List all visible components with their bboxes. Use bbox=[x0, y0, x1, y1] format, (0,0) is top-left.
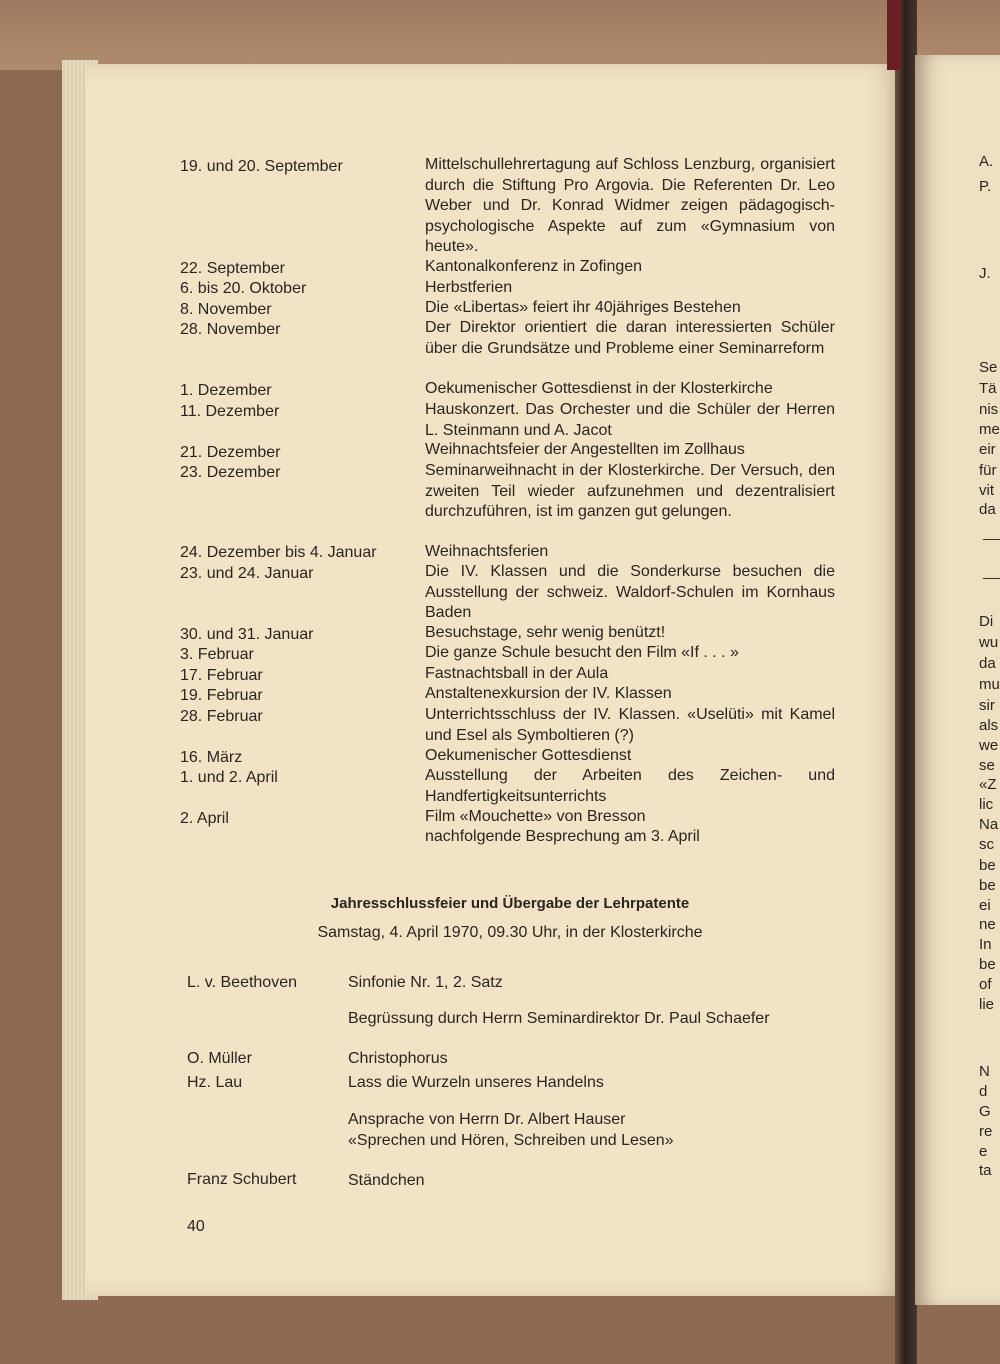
program-composer: L. v. Beethoven bbox=[187, 974, 297, 991]
program-item: Ständchen bbox=[348, 1172, 425, 1189]
adjacent-fragment: A. bbox=[979, 153, 994, 170]
adjacent-fragment: ei bbox=[979, 897, 991, 914]
schedule-desc: Seminarweihnacht in der Klosterkirche. Der Versuch, den zweiten Teil wieder aufzunehmen und dezentralisiert durchzuführen, ist im ganzen gut gelungen. bbox=[425, 462, 835, 520]
schedule-desc: Kantonalkonferenz in Zofingen bbox=[425, 258, 643, 275]
program-item: Christophorus bbox=[348, 1050, 448, 1067]
schedule-desc: Fastnachtsball in der Aula bbox=[425, 665, 609, 682]
adjacent-fragment: Se bbox=[979, 359, 998, 376]
program-item: «Sprechen und Hören, Schreiben und Lesen» bbox=[348, 1132, 674, 1149]
adjacent-fragment: me bbox=[979, 421, 1000, 438]
program-item: Begrüssung durch Herrn Seminardirektor Dr. Paul Schaefer bbox=[348, 1010, 770, 1027]
adjacent-fragment: d bbox=[979, 1083, 988, 1100]
adjacent-fragment: be bbox=[979, 857, 996, 874]
schedule-desc: Weihnachtsfeier der Angestellten im Zollhaus bbox=[425, 441, 745, 458]
adjacent-fragment: für bbox=[979, 462, 997, 479]
ceremony-subtitle: Samstag, 4. April 1970, 09.30 Uhr, in der Klosterkirche bbox=[317, 924, 703, 941]
adjacent-fragment: G bbox=[979, 1103, 991, 1120]
page-number: 40 bbox=[187, 1218, 205, 1235]
program-item: Sinfonie Nr. 1, 2. Satz bbox=[348, 974, 503, 991]
adjacent-fragment: Na bbox=[979, 816, 999, 833]
adjacent-fragment: J. bbox=[979, 265, 991, 282]
schedule-date: 6. bis 20. Oktober bbox=[180, 280, 307, 297]
schedule-date: 19. Februar bbox=[180, 687, 263, 704]
adjacent-fragment: re bbox=[979, 1123, 993, 1140]
background-top bbox=[0, 0, 1000, 70]
adjacent-fragment: lie bbox=[979, 996, 995, 1013]
ceremony-title: Jahresschlussfeier und Übergabe der Lehrpatente bbox=[330, 895, 690, 912]
program-item: Lass die Wurzeln unseres Handelns bbox=[348, 1074, 604, 1091]
book-gutter bbox=[895, 0, 917, 1364]
adjacent-rule bbox=[983, 578, 1000, 579]
schedule-date: 17. Februar bbox=[180, 667, 263, 684]
adjacent-fragment: ta bbox=[979, 1162, 992, 1179]
schedule-desc: nachfolgende Besprechung am 3. April bbox=[425, 828, 700, 845]
schedule-desc: Film «Mouchette» von Bresson bbox=[425, 808, 646, 825]
schedule-date: 24. Dezember bis 4. Januar bbox=[180, 544, 377, 561]
schedule-desc: Ausstellung der Arbeiten des Zeichen- und Handfertigkeitsunterrichts bbox=[425, 767, 835, 805]
schedule-date: 11. Dezember bbox=[180, 403, 280, 420]
adjacent-rule bbox=[983, 539, 1000, 540]
schedule-desc: Die ganze Schule besucht den Film «If . . . » bbox=[425, 644, 739, 661]
schedule-desc: Unterrichtsschluss der IV. Klassen. «Uselüti» mit Kamel und Esel als Symboltieren (?) bbox=[425, 706, 835, 744]
schedule-desc: Oekumenischer Gottesdienst bbox=[425, 747, 632, 764]
adjacent-fragment: e bbox=[979, 1143, 988, 1160]
adjacent-fragment: sir bbox=[979, 697, 995, 714]
program-composer: O. Müller bbox=[187, 1050, 252, 1067]
schedule-date: 30. und 31. Januar bbox=[180, 626, 314, 643]
schedule-date: 1. und 2. April bbox=[180, 769, 278, 786]
adjacent-fragment: «Z bbox=[979, 776, 997, 793]
schedule-date: 3. Februar bbox=[180, 646, 254, 663]
schedule-desc: Mittelschullehrertagung auf Schloss Lenzburg, organisiert durch die Stiftung Pro Argovia. Die Referenten Dr. Leo Weber und Dr. Konrad Widmer zeigen pädagogisch-psychologische Aspekte auf zum «Gymnasium von heute». bbox=[425, 156, 835, 255]
schedule-date: 21. Dezember bbox=[180, 444, 281, 461]
adjacent-fragment: N bbox=[979, 1063, 990, 1080]
schedule-date: 8. November bbox=[180, 301, 272, 318]
program-composer: Franz Schubert bbox=[187, 1171, 297, 1188]
schedule-date: 2. April bbox=[180, 810, 229, 827]
adjacent-fragment: sc bbox=[979, 836, 994, 853]
adjacent-fragment: als bbox=[979, 717, 999, 734]
adjacent-fragment: be bbox=[979, 956, 996, 973]
schedule-date: 19. und 20. September bbox=[180, 158, 343, 175]
schedule-desc: Weihnachtsferien bbox=[425, 543, 549, 560]
schedule-date: 28. Februar bbox=[180, 708, 263, 725]
adjacent-fragment: se bbox=[979, 757, 995, 774]
schedule-desc: Hauskonzert. Das Orchester und die Schüler der Herren L. Steinmann und A. Jacot bbox=[425, 401, 835, 439]
schedule-date: 23. und 24. Januar bbox=[180, 565, 314, 582]
schedule-desc: Oekumenischer Gottesdienst in der Klosterkirche bbox=[425, 380, 773, 397]
adjacent-fragment: of bbox=[979, 976, 992, 993]
adjacent-fragment: ne bbox=[979, 916, 996, 933]
program-composer: Hz. Lau bbox=[187, 1074, 243, 1091]
schedule-date: 28. November bbox=[180, 321, 281, 338]
schedule-date: 23. Dezember bbox=[180, 464, 281, 481]
adjacent-fragment: vit bbox=[979, 482, 994, 499]
schedule-desc: Besuchstage, sehr wenig benützt! bbox=[425, 624, 666, 641]
adjacent-fragment: lic bbox=[979, 796, 994, 813]
adjacent-fragment: da bbox=[979, 655, 996, 672]
schedule-desc: Die «Libertas» feiert ihr 40jähriges Bestehen bbox=[425, 299, 741, 316]
adjacent-fragment: Tä bbox=[979, 380, 997, 397]
adjacent-fragment: P. bbox=[979, 178, 992, 195]
adjacent-fragment: da bbox=[979, 501, 996, 518]
adjacent-fragment: mu bbox=[979, 676, 1000, 693]
program-item: Ansprache von Herrn Dr. Albert Hauser bbox=[348, 1111, 626, 1128]
adjacent-fragment: Di bbox=[979, 613, 994, 630]
schedule-date: 22. September bbox=[180, 260, 285, 277]
schedule-desc: Anstaltenexkursion der IV. Klassen bbox=[425, 685, 672, 702]
adjacent-fragment: be bbox=[979, 877, 996, 894]
schedule-desc: Herbstferien bbox=[425, 279, 513, 296]
adjacent-fragment: we bbox=[979, 737, 999, 754]
schedule-desc: Der Direktor orientiert die daran interessierten Schüler über die Grundsätze und Probleme einer Seminarreform bbox=[425, 319, 835, 357]
adjacent-fragment: In bbox=[979, 936, 992, 953]
bookmark-ribbon bbox=[887, 0, 901, 70]
adjacent-fragment: eir bbox=[979, 441, 996, 458]
adjacent-fragment: wu bbox=[979, 634, 999, 651]
adjacent-fragment: nis bbox=[979, 401, 999, 418]
schedule-date: 1. Dezember bbox=[180, 382, 272, 399]
schedule-date: 16. März bbox=[180, 749, 243, 766]
schedule-desc: Die IV. Klassen und die Sonderkurse besuchen die Ausstellung der schweiz. Waldorf-Schulen im Kornhaus Baden bbox=[425, 563, 835, 621]
